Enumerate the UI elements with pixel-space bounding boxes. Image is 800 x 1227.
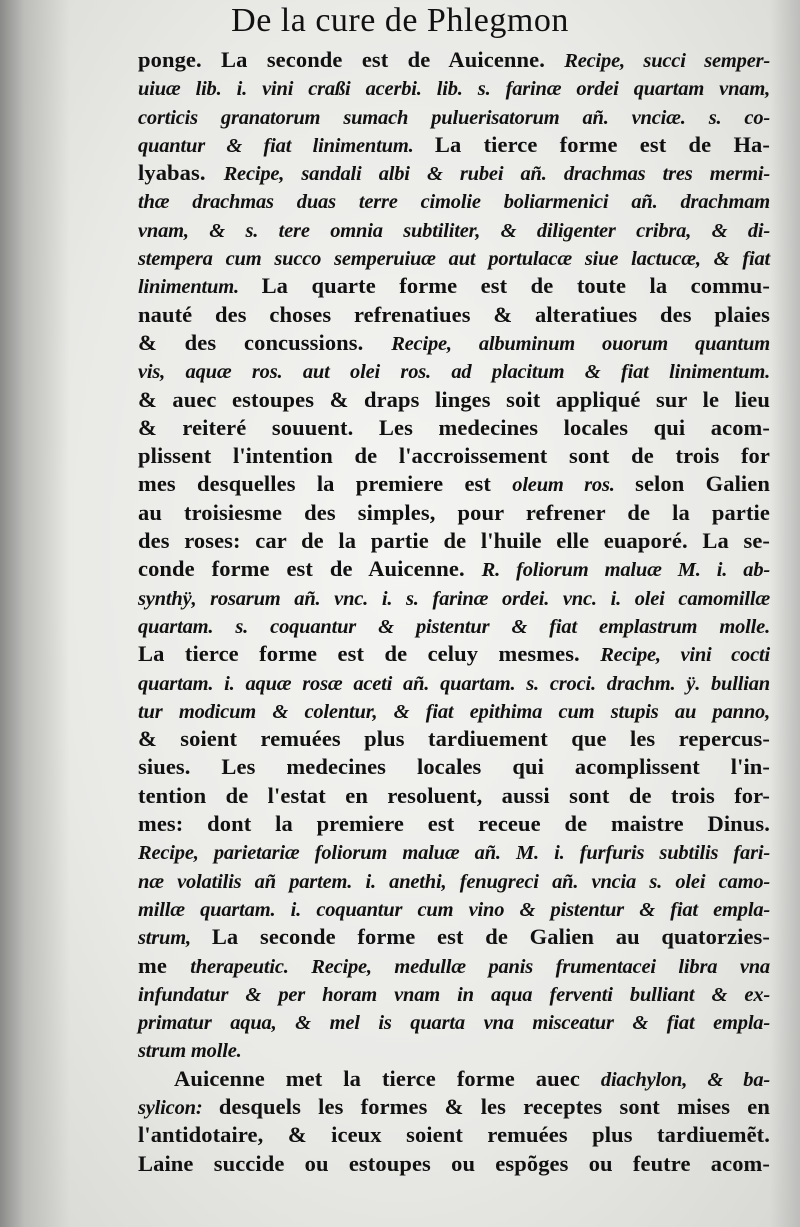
text-line [138,187,770,215]
latin-recipe-text: tur modicum & colentur, & fiat epithima cum stupis au panno, [138,700,770,723]
running-head: De la cure de Phlegmon [231,2,569,39]
text-line [138,612,770,640]
latin-recipe-text: sylicon: [138,1096,219,1119]
text-line [138,301,770,329]
french-text: nauté des choses refrenatiues & alteratiues des plaies [138,301,770,327]
latin-recipe-text: vis, aquæ ros. aut olei ros. ad placitum & fiat linimentum. [138,361,770,384]
text-line [138,980,770,1008]
text-line [138,782,770,810]
text-line [138,442,770,470]
french-text: & des concussions. [138,329,392,355]
french-text: conde forme est de Auicenne. [138,556,482,582]
text-line [138,1121,770,1149]
text-line [138,216,770,244]
text-line [138,46,770,74]
text-line [138,669,770,697]
text-line [138,1093,770,1121]
french-text: me [138,952,191,978]
french-text: La seconde forme est de Galien au quatorzies- [211,924,770,950]
french-text: tention de l'estat en resoluent, aussi sont de trois for- [138,782,770,808]
french-text: La tierce forme est de Ha- [434,131,770,157]
text-line [138,159,770,187]
latin-recipe-text: corticis granatorum sumach puluerisatorum añ. vnciæ. s. co- [138,106,770,129]
latin-recipe-text: næ volatilis añ partem. i. anethi, fenugreci añ. vncia s. olei camo- [138,870,770,893]
latin-recipe-text: therapeutic. Recipe, medullæ panis frumentacei libra vna [190,955,770,978]
text-line [138,584,770,612]
latin-recipe-text: infundatur & per horam vnam in aqua ferventi bulliant & ex- [138,983,770,1006]
text-line [138,103,770,131]
french-text: mes: dont la premiere est receue de maistre Dinus. [138,811,770,837]
french-text: l'antidotaire, & iceux soient remuées plus tardiuemẽt. [138,1122,770,1148]
text-line [138,952,770,980]
text-line [138,527,770,555]
french-text: & soient remuées plus tardiuement que les repercus- [138,726,770,752]
text-line [138,357,770,385]
latin-recipe-text: synthÿ, rosarum añ. vnc. i. s. farinæ ordei. vnc. i. olei camomillæ [138,587,770,610]
text-line [138,1065,770,1093]
french-text: & reiteré souuent. Les medecines locales qui acom- [138,414,770,440]
french-text: La tierce forme est de celuy mesmes. [138,641,601,667]
latin-recipe-text: quartam. s. coquantur & pistentur & fiat emplastrum molle. [138,615,770,638]
latin-recipe-text: strum molle. [138,1040,242,1063]
text-line [138,725,770,753]
french-text: Auicenne met la tierce forme auec [174,1065,601,1091]
text-line [138,244,770,272]
text-line [138,131,770,159]
text-line [138,272,770,300]
french-text: au troisiesme des simples, pour refrener de la partie [138,499,770,525]
text-line [138,895,770,923]
french-text: selon Galien [635,471,770,497]
latin-recipe-text: primatur aqua, & mel is quarta vna misceatur & fiat empla- [138,1012,770,1035]
latin-recipe-text: R. foliorum maluæ M. i. ab- [481,559,770,582]
text-line [138,640,770,668]
latin-recipe-text: quartam. i. aquæ rosæ aceti añ. quartam. s. croci. drachm. ÿ. bullian [138,672,770,695]
body-text [138,46,770,1178]
french-text: ponge. La seconde est de Auicenne. [138,47,565,72]
text-line [138,1008,770,1036]
latin-recipe-text: oleum ros. [512,474,636,497]
french-text: lyabas. [138,160,224,186]
text-line [138,499,770,527]
text-line [138,386,770,414]
latin-recipe-text: Recipe, succi semper- [564,50,770,72]
french-text: plissent l'intention de l'accroissement sont de trois for [138,443,770,469]
latin-recipe-text: Recipe, albuminum ouorum quantum [391,332,771,355]
text-line [138,838,770,866]
latin-recipe-text: thæ drachmas duas terre cimolie boliarmenici añ. drachmam [138,191,770,214]
french-text: & auec estoupes & draps linges soit appliqué sur le lieu [138,386,770,412]
text-line [138,1150,770,1178]
edge-shadow [770,0,800,1227]
latin-recipe-text: strum, [138,927,212,950]
text-line [138,555,770,583]
latin-recipe-text: linimentum. [138,276,262,299]
french-text: siues. Les medecines locales qui acomplissent l'in- [138,754,770,780]
french-text: Laine succide ou estoupes ou espõges ou feutre acom- [138,1150,770,1176]
text-line [138,329,770,357]
text-line [138,810,770,838]
french-text: des roses: car de la partie de l'huile elle euaporé. La se- [138,528,770,554]
latin-recipe-text: stempera cum succo semperuiuæ aut portulacæ siue lactucæ, & fiat [138,248,770,271]
latin-recipe-text: uiuæ lib. i. vini craßi acerbi. lib. s. farinæ ordei quartam vnam, [138,78,770,101]
french-text: mes desquelles la premiere est [138,471,513,497]
latin-recipe-text: millæ quartam. i. coquantur cum vino & pistentur & fiat empla- [138,898,770,921]
text-line [138,923,770,951]
latin-recipe-text: diachylon, & ba- [600,1068,770,1091]
french-text: desquels les formes & les receptes sont mises en [218,1093,770,1119]
text-line [138,867,770,895]
latin-recipe-text: Recipe, vini cocti [600,644,770,667]
text-line [138,1036,770,1064]
text-line [138,697,770,725]
text-line [138,753,770,781]
latin-recipe-text: Recipe, sandali albi & rubei añ. drachmas tres mermi- [223,163,770,186]
french-text: La quarte forme est de toute la commu- [261,273,770,299]
gutter-shadow [0,0,70,1227]
latin-recipe-text: vnam, & s. tere omnia subtiliter, & diligenter cribra, & di- [138,219,770,242]
latin-recipe-text: Recipe, parietariæ foliorum maluæ añ. M. i. furfuris subtilis fari- [138,842,770,865]
text-line [138,414,770,442]
text-line [138,470,770,498]
text-line [138,74,770,102]
latin-recipe-text: quantur & fiat linimentum. [138,134,435,157]
